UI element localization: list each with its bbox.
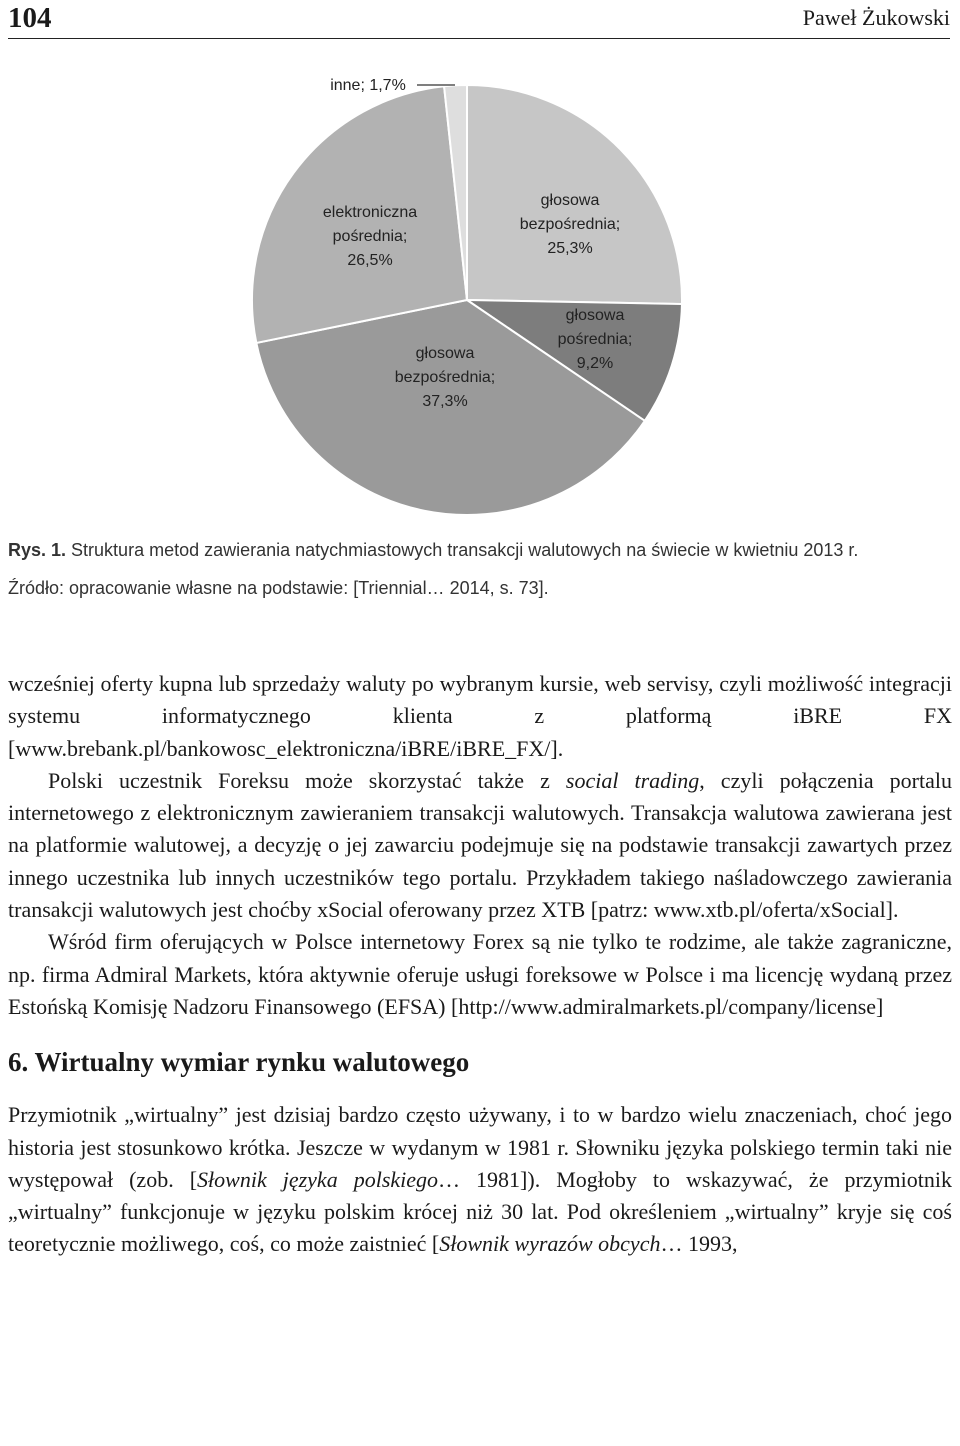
figure-number: Rys. 1. <box>8 540 67 560</box>
p4-italic-1: Słownik języka polskiego <box>197 1166 439 1192</box>
paragraph-2 <box>8 765 952 926</box>
figure-source: Źródło: opracowanie własne na podstawie: [Triennial… 2014, s. 73]. <box>8 578 549 598</box>
page-header <box>8 0 950 39</box>
p2-text-a: Polski uczestnik Foreksu może skorzystać także z <box>48 767 566 793</box>
pie-label-0: głosowa bezpośrednia; 25,3% <box>519 192 621 257</box>
pie-chart-svg <box>0 40 960 535</box>
paragraph-4 <box>8 1099 952 1260</box>
paragraph-3: Wśród firm oferujących w Polsce internetowy Forex są nie tylko te rodzime, ale także zagraniczne, np. firma Admiral Markets, która aktywnie oferuje usługi foreksowe w Polsce i ma licencję wydaną przez Estońską Komisję Nadzoru Finansowego (EFSA) [http://www.admiralmarkets.pl/company/license] <box>8 929 952 1019</box>
page-number: 104 <box>8 2 52 34</box>
pie-label-3: elektroniczna pośrednia; 26,5% <box>322 204 418 269</box>
p4-italic-2: Słownik wyrazów obcych <box>439 1231 661 1257</box>
pie-label-1: głosowa pośrednia; 9,2% <box>557 307 633 372</box>
pie-chart <box>0 40 960 535</box>
figure-title: Struktura metod zawierania natychmiastowych transakcji walutowych na świecie w kwietniu 2013 r. <box>66 540 859 560</box>
figure-caption <box>8 538 948 600</box>
p4-text-b: … 1981]). Mogłoby to wskazywać, że przymiotnik „wirtualny” funkcjonuje w języku polskim krócej niż 30 lat. Pod określeniem „wirtualny” kryje się coś teoretycznie możliwego, coś, co może zaistnieć [ <box>8 1166 953 1257</box>
body-text <box>8 668 952 1261</box>
running-author: Paweł Żukowski <box>802 5 950 30</box>
p2-italic: social trading <box>565 767 700 793</box>
section-heading: 6. Wirtualny wymiar rynku walutowego <box>8 1047 470 1078</box>
pie-label-2: głosowa bezpośrednia; 37,3% <box>394 345 496 410</box>
p4-text-a: Przymiotnik „wirtualny” jest dzisiaj bardzo często używany, i to w bardzo wielu znaczeniach, choć jego historia jest stosunkowo krótka. Jeszcze w wydanym w 1981 r. Słowniku języka polskiego termin taki nie występował (zob. [ <box>8 1102 952 1192</box>
p2-text-b: , czyli połączenia portalu internetowego z elektronicznym zawieraniem transakcji walutowych. Transakcja walutowa zawierana jest na platformie walutowej, a decyzję o jej zawarciu podejmuje się na podstawie transakcji zawartych przez innego uczestnika lub innych uczestników tego portalu. Przykładem takiego naśladowczego zawierania transakcji walutowych jest choćby xSocial oferowany przez XTB [patrz: www.xtb.pl/oferta/xSocial]. <box>8 767 952 923</box>
pie-label-4: inne; 1,7% <box>330 77 406 94</box>
p4-text-c: … 1993, <box>660 1231 738 1257</box>
paragraph-1: wcześniej oferty kupna lub sprzedaży waluty po wybranym kursie, web servisy, czyli możliwość integracji systemu informatycznego klienta z platformą iBRE FX [www.brebank.pl/bankowosc_elektroniczna/iBRE/iBRE_FX/]. <box>8 671 952 761</box>
